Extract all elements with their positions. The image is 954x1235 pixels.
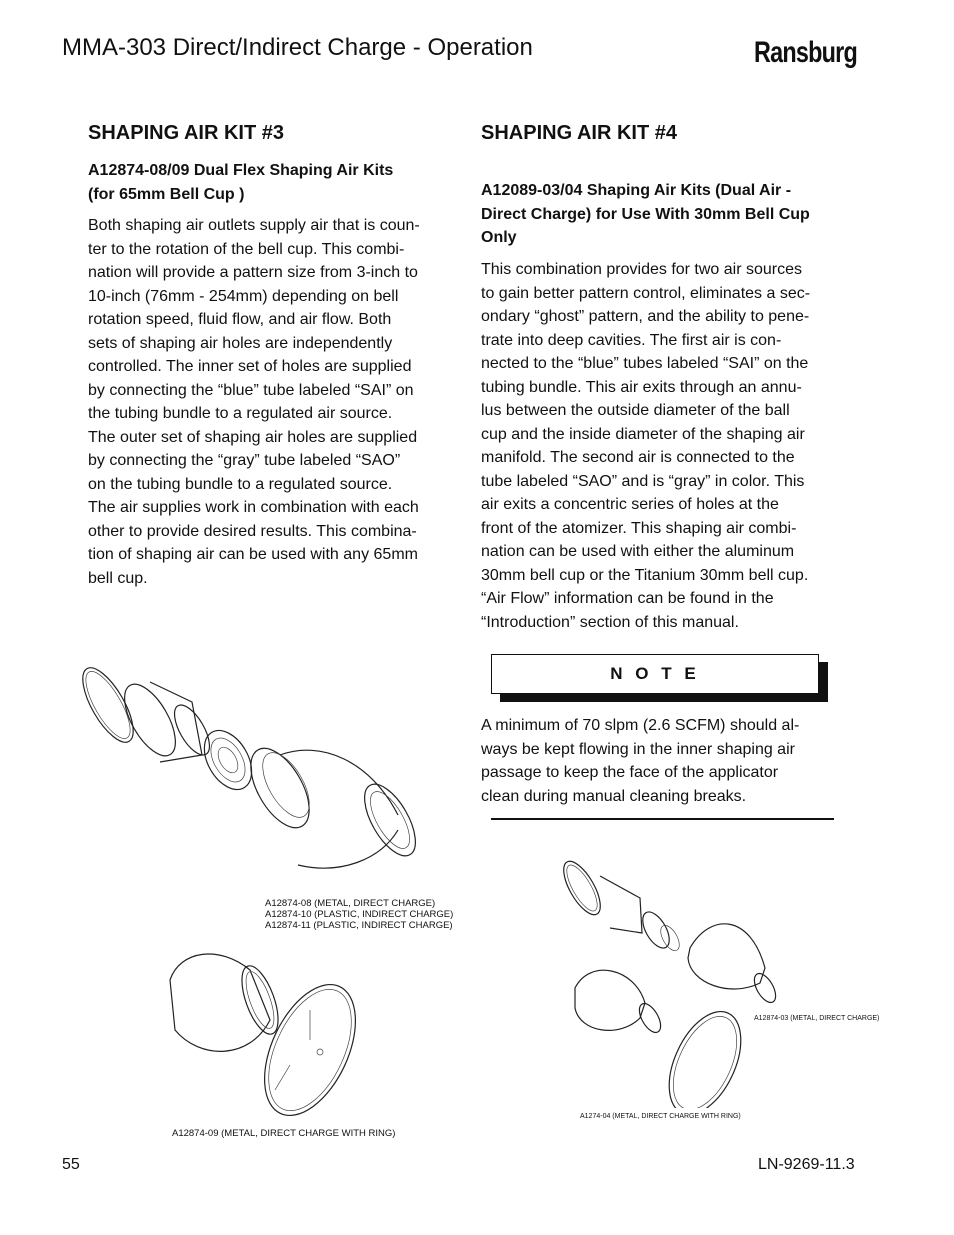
kit4-caption-bottom: A1274-04 (METAL, DIRECT CHARGE WITH RING) [580,1113,741,1120]
document-number: LN-9269-11.3 [758,1156,855,1173]
kit4-line: lus between the outside diameter of the ball [481,402,790,419]
kit4-line: “Introduction” section of this manual. [481,613,739,631]
kit3-line: other to provide desired results. This combina- [88,522,417,540]
page-number: 55 [62,1156,80,1173]
kit3-caption-line: A12874-11 (PLASTIC, INDIRECT CHARGE) [265,920,453,931]
kit4-line: tubing bundle. This air exits through an annu- [481,378,802,396]
kit4-line: front of the atomizer. This shaping air combi- [481,519,797,537]
kit4-paragraph [481,258,841,634]
kit4-line: manifold. The second air is connected to the [481,449,795,466]
kit3-line: rotation speed, fluid flow, and air flow. Both [88,311,392,328]
kit4-line: tube labeled “SAO” and is “gray” in color. This [481,472,805,490]
kit3-caption-line: A12874-10 (PLASTIC, INDIRECT CHARGE) [265,909,454,920]
kit4-line: nation can be used with either the aluminum [481,543,795,560]
kit3-exploded-diagram-bottom [160,940,370,1120]
kit4-line: This combination provides for two air sources [481,261,803,278]
kit3-line: by connecting the “blue” tube labeled “SAI” on [88,381,414,399]
note-line: A minimum of 70 slpm (2.6 SCFM) should al- [481,717,800,734]
kit3-line: The air supplies work in combination with each [88,499,419,516]
kit3-line: by connecting the “gray” tube labeled “SAO” [88,452,401,469]
kit3-line: bell cup. [88,569,148,587]
kit4-exploded-diagram [560,858,785,1108]
kit3-subheading-line: A12874-08/09 Dual Flex Shaping Air Kits [88,162,394,179]
kit4-subheading-line: Only [481,229,517,246]
kit4-line: nected to the “blue” tubes labeled “SAI” on the [481,355,809,372]
kit4-subheading-line: Direct Charge) for Use With 30mm Bell Cup [481,205,810,223]
kit4-subheading [481,179,841,250]
kit4-line: to gain better pattern control, eliminates a sec- [481,284,811,302]
kit3-line: sets of shaping air holes are independently [88,334,393,352]
kit3-line: 10-inch (76mm - 254mm) depending on bell [88,287,399,305]
note-end-rule [491,818,834,820]
kit3-line: tion of shaping air can be used with any 65mm [88,546,418,563]
note-line: passage to keep the face of the applicator [481,764,779,781]
kit3-line: controlled. The inner set of holes are supplied [88,358,412,375]
kit4-line: air exits a concentric series of holes at the [481,496,779,513]
kit3-line: ter to the rotation of the bell cup. This combi- [88,240,405,258]
kit3-line: on the tubing bundle to a regulated source. [88,475,393,493]
note-box [491,654,819,694]
kit3-paragraph [88,214,448,590]
kit3-line: The outer set of shaping air holes are supplied [88,428,418,446]
note-label: N O T E [610,664,700,683]
kit3-exploded-diagram-top [80,660,420,880]
note-line: ways be kept flowing in the inner shaping air [481,740,795,758]
brand-logo: Ransburg [754,36,857,69]
kit4-subheading-line: A12089-03/04 Shaping Air Kits (Dual Air - [481,182,792,199]
kit3-heading: SHAPING AIR KIT #3 [88,122,284,144]
kit3-line: the tubing bundle to a regulated air source. [88,405,393,422]
kit4-line: 30mm bell cup or the Titanium 30mm bell cup. [481,566,809,584]
kit3-caption-line: A12874-08 (METAL, DIRECT CHARGE) [265,898,436,909]
kit3-caption-bottom: A12874-09 (METAL, DIRECT CHARGE WITH RING) [172,1128,396,1139]
kit4-caption-top: A12874-03 (METAL, DIRECT CHARGE) [754,1015,880,1022]
note-line: clean during manual cleaning breaks. [481,787,747,805]
note-paragraph [481,714,841,808]
kit4-line: “Air Flow” information can be found in the [481,590,774,607]
kit3-subheading-line: (for 65mm Bell Cup ) [88,185,245,203]
kit4-line: trate into deep cavities. The first air is con- [481,331,782,349]
kit4-line: cup and the inside diameter of the shaping air [481,425,805,443]
kit3-caption-top [265,898,453,931]
kit3-line: Both shaping air outlets supply air that is coun- [88,217,420,234]
kit3-line: nation will provide a pattern size from 3-inch to [88,264,418,281]
kit3-subheading [88,159,448,206]
kit4-heading: SHAPING AIR KIT #4 [481,122,677,144]
document-title: MMA-303 Direct/Indirect Charge - Operation [62,34,533,61]
kit4-line: ondary “ghost” pattern, and the ability to pene- [481,308,810,325]
